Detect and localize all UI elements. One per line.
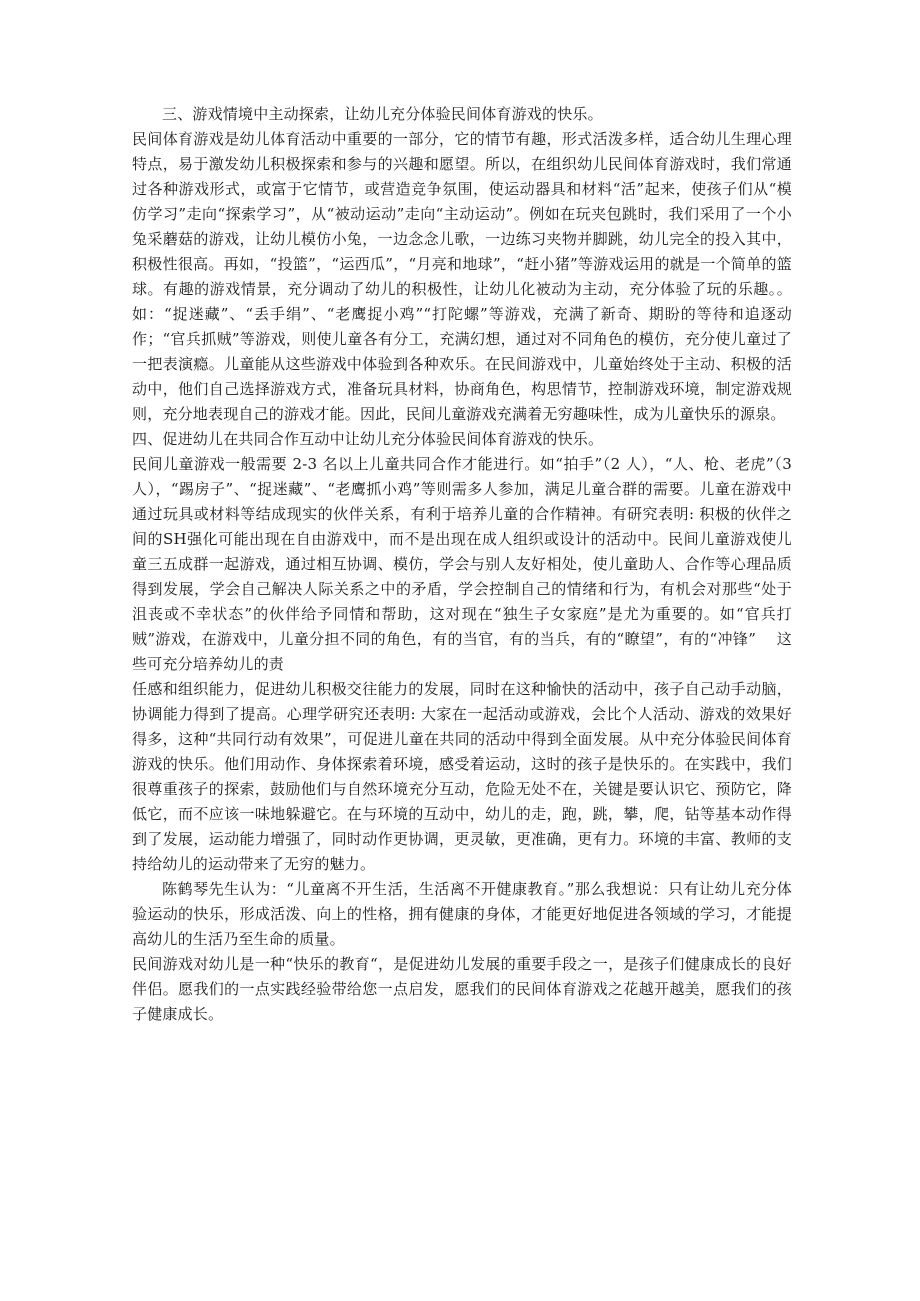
document-body: [132, 102, 792, 1027]
paragraph-cooperation: 民间儿童游戏一般需要 2-3 名以上儿童共同合作才能进行。如“拍手”（2 人），“人、枪、老虎”（3 人），“踢房子”、“捉迷藏”、“老鹰抓小鸡”等则需多人参加，满足儿童合群的需要。儿童在游戏中通过玩具或材料等结成现实的伙伴关系，有利于培养儿童的合作精神。有研究表明: 积极的伙伴之间的SH强化可能出现在自由游戏中，而不是出现在成人组织或设计的活动中。民间儿童游戏使儿童三五成群一起游戏，通过相互协调、模仿，学会与别人友好相处，使儿童助人、合作等心理品质得到发展，学会自己解决人际关系之中的矛盾，学会控制自己的情绪和行为，有机会对那些“处于沮丧或不幸状态”的伙伴给予同情和帮助，这对现在“独生子女家庭”是尤为重要的。如“官兵打贼”游戏，在游戏中，儿童分担不同的角色，有的当官，有的当兵，有的“瞭望”，有的“冲锋” 这些可充分培养幼儿的责: [132, 455, 792, 673]
paragraph-chen-heqin-quote: 陈鹤琴先生认为：“儿童离不开生活，生活离不开健康教育。”那么我想说：只有让幼儿充分体验运动的快乐，形成活泼、向上的性格，拥有健康的身体，才能更好地促进各领域的学习，才能提高幼儿的生活乃至生命的质量。: [132, 880, 792, 948]
section-heading-three: 三、游戏情境中主动探索，让幼儿充分体验民间体育游戏的快乐。: [162, 105, 603, 123]
paragraph-responsibility: 任感和组织能力，促进幼儿积极交往能力的发展，同时在这种愉快的活动中，孩子自己动手动脑，协调能力得到了提高。心理学研究还表明: 大家在一起活动或游戏，会比个人活动、游戏的效果好得多，这种“共同行动有效果”，可促进儿童在共同的活动中得到全面发展。从中充分体验民间体育游戏的快乐。他们用动作、身体探索着环境，感受着运动，这时的孩子是快乐的。在实践中，我们很尊重孩子的探索，鼓励他们与自然环境充分互动，危险无处不在，关键是要认识它、预防它，降低它，而不应该一味地躲避它。在与环境的互动中，幼儿的走，跑，跳，攀，爬，钻等基本动作得到了发展，运动能力增强了，同时动作更协调，更灵敏，更准确，更有力。环境的丰富、教师的支持给幼儿的运动带来了无穷的魅力。: [132, 680, 792, 873]
paragraph-conclusion: 民间游戏对幼儿是一种“快乐的教育“，是促进幼儿发展的重要手段之一，是孩子们健康成长的良好伴侣。愿我们的一点实践经验带给您一点启发，愿我们的民间体育游戏之花越开越美，愿我们的孩子健康成长。: [132, 955, 792, 1023]
section-heading-four: 四、促进幼儿在共同合作互动中让幼儿充分体验民间体育游戏的快乐。: [132, 430, 604, 448]
paragraph-folk-games-exploration: 民间体育游戏是幼儿体育活动中重要的一部分，它的情节有趣，形式活泼多样，适合幼儿生理心理特点，易于激发幼儿积极探索和参与的兴趣和愿望。所以，在组织幼儿民间体育游戏时，我们常通过各种游戏形式，或富于它情节，或营造竞争氛围，使运动器具和材料“活”起来，使孩子们从“模仿学习”走向“探索学习”，从“被动运动”走向“主动运动”。例如在玩夹包跳时，我们采用了一个小兔采蘑菇的游戏，让幼儿模仿小兔，一边念念儿歌，一边练习夹物并脚跳，幼儿完全的投入其中，积极性很高。再如，“投篮”，“运西瓜”，“月亮和地球”，“赶小猪”等游戏运用的就是一个简单的篮球。有趣的游戏情景，充分调动了幼儿的积极性，让幼儿化被动为主动，充分体验了玩的乐趣。。如：“捉迷藏”、“丢手绢”、“老鹰捉小鸡”“打陀螺”等游戏，充满了新奇、期盼的等待和追逐动作；“官兵抓贼”等游戏，则使儿童各有分工，充满幻想，通过对不同角色的模仿，充分使儿童过了一把表演瘾。儿童能从这些游戏中体验到各种欢乐。在民间游戏中，儿童始终处于主动、积极的活动中，他们自己选择游戏方式，准备玩具材料，协商角色，构思情节，控制游戏环境，制定游戏规则，充分地表现自己的游戏才能。因此，民间儿童游戏充满着无穷趣味性，成为儿童快乐的源泉。: [132, 130, 792, 423]
